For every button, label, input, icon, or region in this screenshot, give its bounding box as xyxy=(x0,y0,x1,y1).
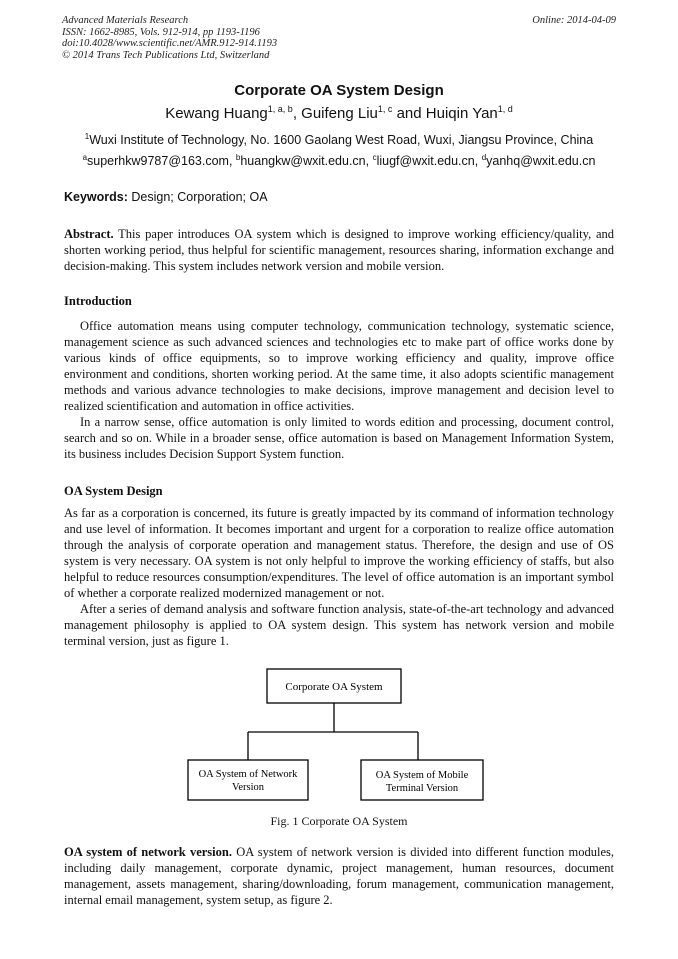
network-box-line1: OA System of Network xyxy=(198,769,298,780)
network-version-section xyxy=(64,844,614,908)
keywords xyxy=(64,189,614,205)
email[interactable]: yanhq@wxit.edu.cn xyxy=(486,154,596,169)
author-name: Huiqin Yan xyxy=(425,105,498,122)
email[interactable]: liugf@wxit.edu.cn xyxy=(376,154,475,169)
journal-name: Advanced Materials Research xyxy=(62,15,189,26)
email-sup: c xyxy=(372,153,377,162)
affiliation-text: Wuxi Institute of Technology, No. 1600 Gaolang West Road, Wuxi, Jiangsu Province, China xyxy=(89,133,594,148)
journal-header xyxy=(62,15,616,61)
oa-system-diagram xyxy=(0,660,678,810)
email-sep: , xyxy=(228,154,236,169)
keywords-label: Keywords: xyxy=(64,190,128,204)
author-list xyxy=(0,104,678,122)
network-version-label: OA system of network version. xyxy=(64,845,232,859)
introduction-body xyxy=(64,318,614,462)
doi: doi:10.4028/www.scientific.net/AMR.912-914.1193 xyxy=(62,38,278,49)
introduction-paragraph: Office automation means using computer technology, communication technology, systematic science, management science as such advanced sciences and technologies etc to make part of office works done by various kinds of office equipments, so to improve working efficiency and quality, improve office environment and conditions, shorten working period. At the same time, it also adopts scientific management methods and various advance technologies to make decisions, improve management and decision level to realized scientification and automation in office activities. xyxy=(64,319,614,413)
introduction-heading: Introduction xyxy=(64,294,132,308)
oa-design-paragraph: As far as a corporation is concerned, its future is greatly impacted by its command of information technology and use level of information. It becomes important and urgent for a corporation to realize office automation through the analysis of corporate operation and management status. Therefore, the design and use of OS system is very necessary. OA system is not only helpful to improve the working efficiency of staffs, but also helpful to reduce resources consumption/expenditures. The level of office automation is an important symbol of whether a corporate realized modernized management or not. xyxy=(64,506,614,600)
copyright: © 2014 Trans Tech Publications Ltd, Switzerland xyxy=(62,49,270,61)
email-sup: d xyxy=(481,153,487,162)
network-version-text: OA system of network version is divided into different function modules, including daily management, corporate dynamic, project management, human resources, document management, assets management, sharing/downloading, forum management, communication management, internal email management, system setup, as figure 2. xyxy=(64,845,615,907)
email[interactable]: superhkw9787@163.com xyxy=(87,154,229,169)
affiliation xyxy=(0,132,678,147)
mobile-box-line2: Terminal Version xyxy=(385,783,459,794)
email-sup: a xyxy=(82,153,88,162)
email-sep: , xyxy=(365,154,373,169)
oa-design-heading: OA System Design xyxy=(64,484,163,498)
abstract-text: This paper introduces OA system which is designed to improve working efficiency/quality, and shorten working period, thus helpful for scientific management, resources sharing, information exchange and decision-making. This system includes network version and mobile version. xyxy=(64,227,614,273)
author-sup: 1, d xyxy=(497,104,513,114)
author-name: Kewang Huang xyxy=(165,105,268,122)
email[interactable]: huangkw@wxit.edu.cn xyxy=(240,154,366,169)
mobile-box-line1: OA System of Mobile xyxy=(375,770,469,781)
root-label: Corporate OA System xyxy=(285,681,383,693)
abstract xyxy=(64,226,614,274)
affiliation-sup: 1 xyxy=(84,132,90,141)
introduction-paragraph: In a narrow sense, office automation is only limited to words edition and processing, document control, search and so on. While in a broader sense, office automation is based on Management Information System, its business includes Decision Support System function. xyxy=(64,415,614,461)
oa-design-body xyxy=(64,505,614,649)
abstract-label: Abstract. xyxy=(64,227,114,241)
email-sup: b xyxy=(235,153,241,162)
issn: ISSN: 1662-8985, Vols. 912-914, pp 1193-1196 xyxy=(62,26,260,38)
network-version-box xyxy=(188,760,308,800)
paper-title: Corporate OA System Design xyxy=(234,82,444,99)
author-sep: and xyxy=(392,105,426,122)
email-sep: , xyxy=(474,154,482,169)
email-list xyxy=(0,153,678,168)
author-sup: 1, a, b xyxy=(267,104,293,114)
author-name: Guifeng Liu xyxy=(301,105,378,122)
keywords-text: Design; Corporation; OA xyxy=(127,190,268,204)
oa-design-paragraph: After a series of demand analysis and software function analysis, state-of-the-art technology and advanced management philosophy is applied to OA system design. This system has network version and mobile terminal version, just as figure 1. xyxy=(64,602,614,648)
author-sep: , xyxy=(292,105,302,122)
network-box-line2: Version xyxy=(231,782,265,793)
author-sup: 1, c xyxy=(377,104,393,114)
figure-caption: Fig. 1 Corporate OA System xyxy=(270,814,408,828)
online-date: Online: 2014-04-09 xyxy=(532,15,616,26)
